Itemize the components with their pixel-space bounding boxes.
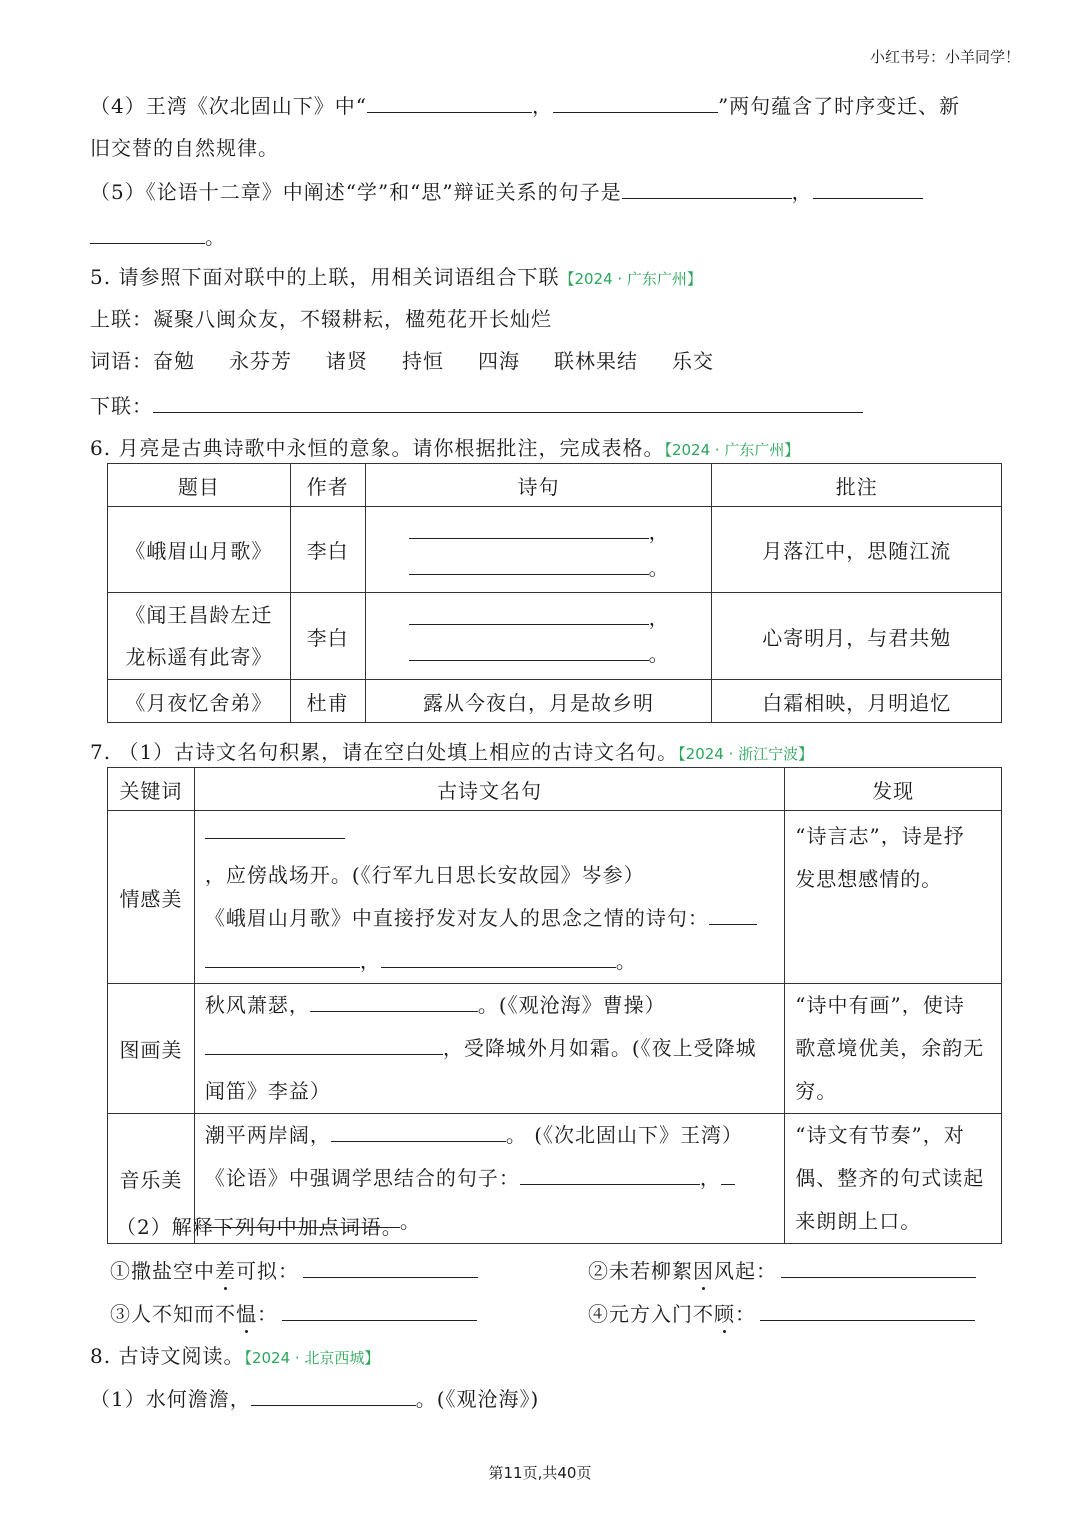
- q5-line1: [90, 180, 923, 203]
- line-blank[interactable]: [331, 1123, 506, 1142]
- finding-line: 穷。: [795, 1079, 838, 1103]
- header-verse: 诗句: [365, 464, 712, 507]
- line-comma: ，: [359, 949, 381, 973]
- row-finding: [785, 1114, 1002, 1244]
- row-author: 李白: [290, 593, 365, 680]
- lower-label: 下联：: [90, 394, 153, 418]
- header-finding: 发现: [785, 768, 1002, 811]
- row-title-line2: 龙标遥有此寄》: [125, 645, 273, 669]
- row-verse: 露从今夜白，月是故乡明: [365, 680, 712, 723]
- table-row: [108, 593, 1002, 680]
- line-blank[interactable]: [381, 949, 616, 968]
- q4-blank-1[interactable]: [367, 94, 532, 113]
- explain-blank[interactable]: [781, 1259, 976, 1278]
- q5-blank-3[interactable]: [90, 225, 205, 244]
- line-text: ，应傍战场开。(《行军九日思长安故园》岑参）: [204, 863, 645, 887]
- couplet-upper: [90, 308, 552, 330]
- row-verse: [365, 593, 712, 680]
- finding-line: 发思想感情的。: [795, 867, 943, 891]
- row-title: 《月夜忆舍弟》: [108, 680, 291, 723]
- item-post: ：: [735, 1302, 756, 1326]
- table-row: [108, 680, 1002, 723]
- finding-line: “诗文有节奏”，对: [795, 1123, 965, 1147]
- word: 乐交: [672, 349, 714, 373]
- verse-period: 。: [648, 642, 670, 666]
- line-end: 。: [399, 1209, 421, 1233]
- line-blank[interactable]: [709, 906, 757, 925]
- explain-item-1: [110, 1259, 478, 1282]
- row-finding: [785, 984, 1002, 1114]
- row-note: 白霜相映，月明追忆: [712, 680, 1002, 723]
- word: 永芬芳: [229, 349, 292, 373]
- line-blank[interactable]: [205, 1036, 443, 1055]
- item-pre: ③人不知而不: [110, 1302, 236, 1326]
- explain-item-2: [588, 1259, 976, 1282]
- words-label: 词语：: [90, 349, 153, 373]
- header-author: 作者: [290, 464, 365, 507]
- verse-blank[interactable]: [409, 556, 649, 575]
- q4-blank-2[interactable]: [553, 94, 718, 113]
- header-keyword: 关键词: [108, 768, 195, 811]
- finding-line: 歌意境优美，余韵无: [795, 1036, 985, 1060]
- item-post: 风起：: [714, 1259, 777, 1283]
- explain-item-3: [110, 1302, 477, 1325]
- line-blank[interactable]: [310, 993, 478, 1012]
- q8-suffix: 。(《观沧海》): [415, 1387, 540, 1411]
- line-text: 。 (《次北固山下》王湾）: [505, 1123, 744, 1147]
- word: 持恒: [402, 349, 444, 373]
- line-text: 《峨眉山月歌》中直接抒发对友人的思念之情的诗句：: [204, 906, 709, 930]
- item-pre: ①撒盐空中: [110, 1259, 215, 1283]
- couplet-source: 【2024 · 广东广州】: [559, 270, 702, 288]
- word: 四海: [478, 349, 520, 373]
- row-verse: [365, 507, 712, 593]
- q4-comma: ，: [531, 94, 553, 118]
- item-pre: ④元方入门不: [588, 1302, 714, 1326]
- row-title: 《峨眉山月歌》: [108, 507, 291, 593]
- q8-blank[interactable]: [251, 1387, 416, 1406]
- couplet-question: [90, 266, 702, 290]
- q7-prompt: 7. （1）古诗文名句积累，请在空白处填上相应的古诗文名句。: [90, 740, 679, 764]
- couplet-prompt: 5. 请参照下面对联中的上联，用相关词语组合下联: [90, 265, 560, 289]
- row-author: 杜甫: [290, 680, 365, 723]
- item-post: ：: [257, 1302, 278, 1326]
- verse-period: 。: [648, 555, 670, 580]
- row-keyword: 情感美: [108, 811, 195, 984]
- q8-source: 【2024 · 北京西城】: [244, 1349, 380, 1367]
- dotted-word: 愠: [236, 1302, 257, 1326]
- row-title-line1: 《闻王昌龄左迁: [125, 603, 273, 627]
- line-text: 闻笛》李益）: [204, 1079, 331, 1103]
- dotted-word: 顾: [714, 1302, 735, 1326]
- finding-line: “诗中有画”，使诗: [795, 993, 965, 1017]
- table-row: [108, 811, 1002, 984]
- explain-blank[interactable]: [303, 1259, 478, 1278]
- watermark: 小红书号：小羊同学！: [869, 48, 1020, 66]
- row-note: 心寄明月，与君共勉: [712, 593, 1002, 680]
- word: 奋勉: [153, 349, 195, 373]
- word: 诸贤: [326, 349, 368, 373]
- row-keyword: 图画美: [108, 984, 195, 1114]
- table-row: [108, 984, 1002, 1114]
- line-blank[interactable]: [520, 1166, 700, 1185]
- verse-comma: ，: [648, 519, 670, 544]
- q5-end: 。: [205, 225, 226, 249]
- q5-prefix: （5）《论语十二章》中阐述“学”和“思”辩证关系的句子是: [90, 180, 622, 204]
- couplet-lower: [90, 394, 863, 417]
- header-note: 批注: [712, 464, 1002, 507]
- header-title: 题目: [108, 464, 291, 507]
- line-end: 。: [615, 949, 637, 973]
- row-author: 李白: [290, 507, 365, 593]
- q5-blank-1[interactable]: [622, 180, 792, 199]
- finding-line: 来朗朗上口。: [795, 1209, 922, 1233]
- q4-suffix: ”两句蕴含了时序变迁、新: [717, 94, 961, 118]
- dotted-word: 差: [215, 1259, 236, 1283]
- lower-blank[interactable]: [153, 394, 863, 413]
- q7-source: 【2024 · 浙江宁波】: [678, 745, 814, 763]
- line-blank[interactable]: [205, 949, 360, 968]
- poetry-header-row: [108, 768, 1002, 811]
- dotted-word: 因: [693, 1259, 714, 1283]
- poetry-table: [107, 767, 1002, 1244]
- row-title: [108, 593, 291, 680]
- explain-blank[interactable]: [282, 1302, 477, 1321]
- page-number: 第11页,共40页: [488, 1464, 592, 1482]
- verse-comma: ，: [648, 606, 670, 630]
- moon-table: [107, 463, 1002, 723]
- line-blank[interactable]: [721, 1166, 735, 1185]
- row-note: 月落江中，思随江流: [712, 507, 1002, 593]
- line-blank[interactable]: [205, 820, 345, 839]
- moon-source: 【2024 · 广东广州】: [664, 441, 800, 459]
- finding-line: 偶、整齐的句式读起: [795, 1166, 985, 1190]
- moon-header-row: [108, 464, 1002, 507]
- upper-text: 凝聚八闽众友，不辍耕耘，楹苑花开长灿烂: [153, 307, 552, 331]
- q8-line1: [90, 1387, 539, 1410]
- q4-line2: 旧交替的自然规律。: [90, 136, 279, 160]
- couplet-words: [90, 350, 714, 372]
- verse-blank[interactable]: [409, 606, 649, 625]
- table-row: [108, 507, 1002, 593]
- line-text: 《论语》中强调学思结合的句子：: [204, 1166, 520, 1190]
- q5-blank-2[interactable]: [813, 180, 923, 199]
- explain-item-4: [588, 1302, 975, 1325]
- moon-question: [90, 437, 799, 461]
- q7-question: [90, 741, 813, 765]
- verse-blank[interactable]: [409, 642, 649, 661]
- line-text: 秋风萧瑟，: [204, 993, 310, 1017]
- moon-prompt: 6. 月亮是古典诗歌中永恒的意象。请你根据批注，完成表格。: [90, 436, 665, 460]
- header-lines: 古诗文名句: [194, 768, 784, 811]
- explain-blank[interactable]: [760, 1302, 975, 1321]
- q8-prefix: （1）水何澹澹，: [90, 1387, 251, 1411]
- q8-prompt: 8. 古诗文阅读。: [90, 1344, 245, 1368]
- q8-question: [90, 1345, 379, 1369]
- upper-label: 上联：: [90, 307, 153, 331]
- finding-line: “诗言志”，诗是抒: [795, 824, 965, 848]
- row-finding: [785, 811, 1002, 984]
- q4-line1: [90, 94, 960, 117]
- row-keyword: 音乐美: [108, 1114, 195, 1244]
- row-lines: [194, 811, 784, 984]
- row-lines: [194, 984, 784, 1114]
- verse-blank[interactable]: [409, 520, 649, 539]
- line-comma: ，: [699, 1166, 721, 1190]
- q4-prefix: （4）王湾《次北固山下》中“: [90, 94, 367, 118]
- item-pre: ②未若柳絮: [588, 1259, 693, 1283]
- word: 联林果结: [554, 349, 638, 373]
- line-text: 潮平两岸阔，: [204, 1123, 331, 1147]
- q5-comma: ，: [791, 180, 813, 204]
- q5-line2: [90, 225, 226, 248]
- line-text: ，受降城外月如霜。(《夜上受降城: [442, 1036, 757, 1060]
- q7-part2: （2）解释下列句中加点词语。: [116, 1215, 403, 1239]
- item-post: 可拟：: [236, 1259, 299, 1283]
- line-text: 。(《观沧海》曹操）: [477, 993, 666, 1017]
